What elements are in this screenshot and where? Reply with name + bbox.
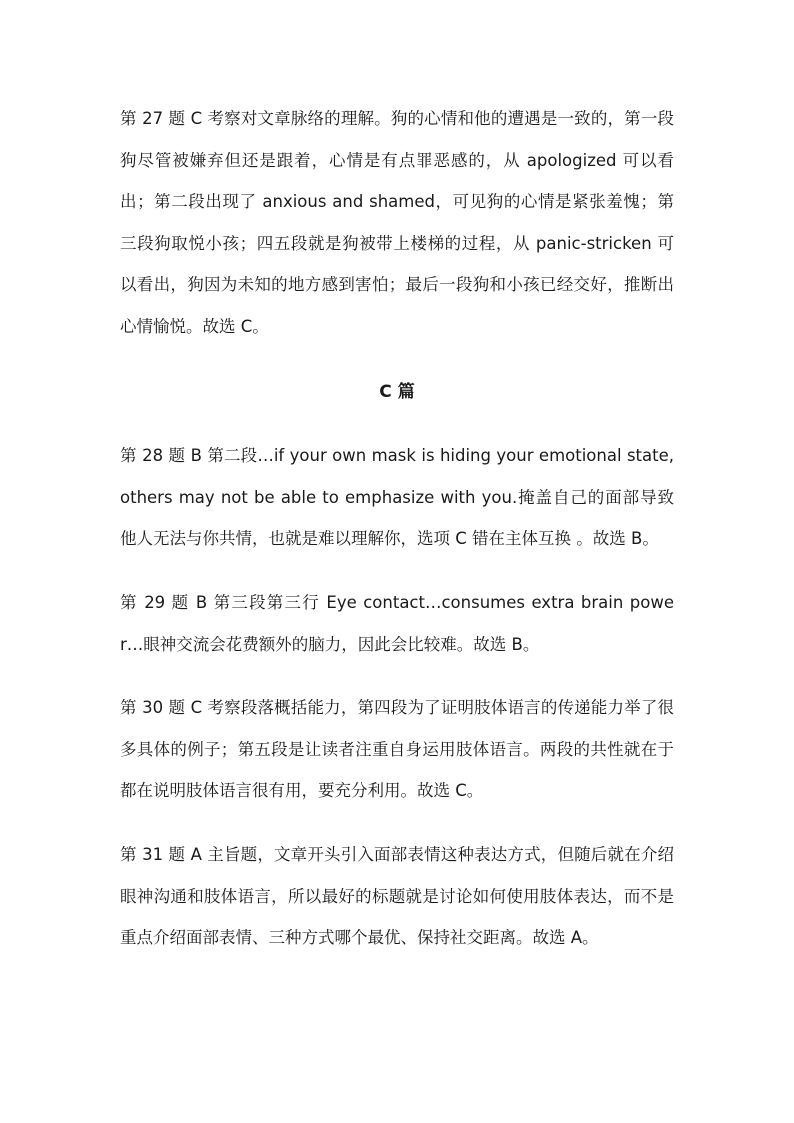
- paragraph-gap: [120, 665, 674, 687]
- document-page: [120, 98, 674, 959]
- answer-explanation-31: 第 31 题 A 主旨题，文章开头引入面部表情这种表达方式，但随后就在介绍眼神沟通和肢体语言，所以最好的标题就是讨论如何使用肢体表达，而不是重点介绍面部表情、三种方式哪个最优、保持社交距离。故选 A。: [120, 844, 674, 948]
- section-heading: C 篇: [379, 381, 415, 402]
- answer-explanation-28: 第 28 题 B 第二段…if your own mask is hiding your emotional state,others may not be able to emphasize with you.掩盖自己的面部导致他人无法与你共情，也就是难以理解你，选项 C 错在主体互换 。故选 B。: [120, 446, 674, 549]
- answer-explanation-30: 第 30 题 C 考察段落概括能力，第四段为了证明肢体语言的传递能力举了很多具体的例子；第五段是让读者注重自身运用肢体语言。两段的共性就在于都在说明肢体语言很有用，要充分利用。故选 C。: [120, 698, 674, 801]
- answer-explanation-27: 第 27 题 C 考察对文章脉络的理解。狗的心情和他的遭遇是一致的，第一段狗尽管被嫌弃但还是跟着，心情是有点罪恶感的，从 apologized 可以看出；第二段出现了 anxious and shamed，可见狗的心情是紧张羞愧；第三段狗取悦小孩；四五段就是狗被带上楼梯的过程，从 panic-stricken 可以看出，狗因为未知的地方感到害怕；最后一段狗和小孩已经交好，推断出心情愉悦。故选 C。: [120, 109, 674, 336]
- answer-explanation-29: 第 29 题 B 第三段第三行 Eye contact…consumes extra brain power…眼神交流会花费额外的脑力，因此会比较难。故选 B。: [120, 592, 674, 654]
- paragraph-gap: [120, 560, 674, 582]
- paragraph-gap: [120, 812, 674, 834]
